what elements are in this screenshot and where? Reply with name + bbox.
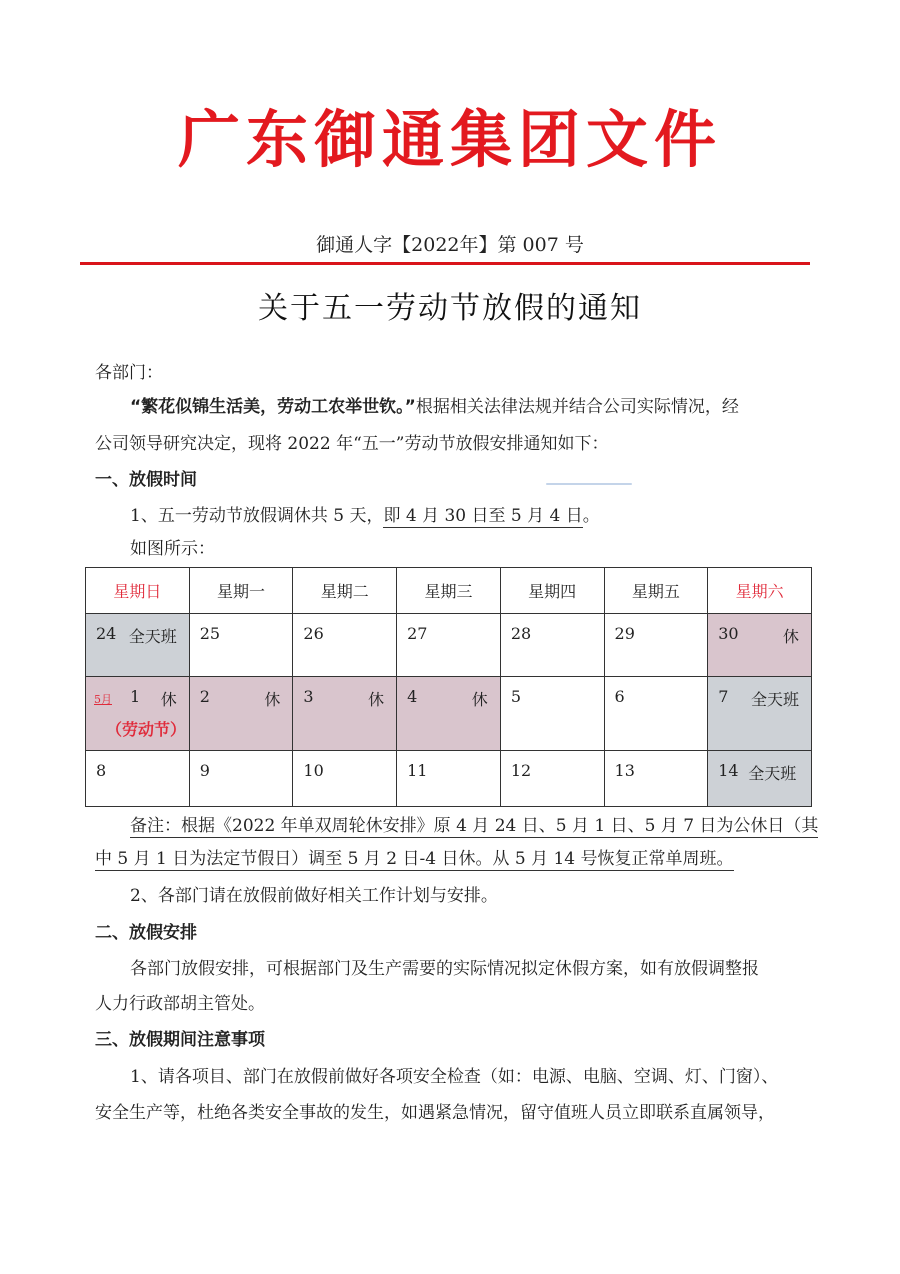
calendar-cell-labor-day: [86, 677, 190, 750]
calendar-cell: [189, 677, 293, 750]
section3-line-1: 1、请各项目、部门在放假前做好各项安全检查（如：电源、电脑、空调、灯、门窗）、: [130, 1067, 779, 1087]
day-status: 休: [264, 690, 281, 710]
day-status: 全天班: [750, 690, 799, 710]
calendar-cell: [500, 677, 604, 750]
calendar-cell: [708, 677, 812, 750]
intro-line-1: [130, 396, 739, 418]
item1: [130, 505, 600, 527]
day-number: 3: [303, 687, 314, 707]
salutation: 各部门：: [95, 363, 163, 383]
day-status: 休: [368, 690, 385, 710]
calendar-cell: [86, 614, 190, 677]
day-number: 30: [718, 624, 739, 644]
month-label: 5月: [94, 693, 112, 707]
calendar-cell: [604, 614, 708, 677]
calendar-cell: [604, 750, 708, 806]
day-number: 4: [407, 687, 418, 707]
remark-text-2: 中 5 月 1 日为法定节假日）调至 5 月 2 日-4 日休。从 5 月 14 号恢复正常单周班。: [95, 849, 734, 869]
festival-label: （劳动节）: [106, 720, 187, 740]
header-saturday: 星期六: [708, 568, 812, 614]
day-number: 10: [303, 760, 324, 780]
day-number: 26: [303, 624, 324, 644]
section2-heading: 二、放假安排: [95, 923, 197, 943]
calendar-week-3: [86, 750, 812, 806]
day-number: 5: [510, 687, 521, 707]
calendar-cell: [604, 677, 708, 750]
holiday-calendar: [85, 567, 812, 807]
intro-quote: “繁花似锦生活美，劳动工农举世钦。”: [130, 397, 416, 417]
red-divider: [80, 262, 810, 265]
calendar-cell: [293, 614, 397, 677]
item1-suffix: 。: [582, 506, 600, 526]
calendar-cell: [86, 750, 190, 806]
as-shown: 如图所示：: [130, 539, 215, 559]
calendar-cell: [293, 750, 397, 806]
header-wednesday: 星期三: [397, 568, 501, 614]
header-tuesday: 星期二: [293, 568, 397, 614]
day-number: 12: [510, 760, 532, 780]
calendar-cell: [293, 677, 397, 750]
remark-line-1: [130, 815, 818, 837]
day-number: 28: [510, 624, 532, 644]
day-number: 1: [130, 687, 141, 707]
calendar-cell: [397, 614, 501, 677]
day-number: 2: [199, 687, 210, 707]
day-number: 7: [718, 687, 729, 707]
section1-heading: 一、放假时间: [95, 470, 197, 490]
calendar-cell: [708, 614, 812, 677]
day-status: 休: [782, 627, 799, 647]
day-number: 9: [199, 760, 210, 780]
item1-dates: 即 4 月 30 日至 5 月 4 日: [383, 506, 583, 526]
section2-line-2: 人力行政部胡主管处。: [95, 994, 265, 1014]
notice-title: 关于五一劳动节放假的通知: [258, 291, 642, 326]
calendar-cell: [397, 750, 501, 806]
calendar-cell: [189, 750, 293, 806]
scan-mark: [546, 483, 632, 485]
header-friday: 星期五: [604, 568, 708, 614]
day-number: 11: [407, 760, 428, 780]
day-status: 休: [471, 690, 488, 710]
section3-heading: 三、放假期间注意事项: [95, 1030, 265, 1050]
header-monday: 星期一: [189, 568, 293, 614]
doc-number: 御通人字【2022年】第 007 号: [316, 234, 584, 256]
day-status: 休: [160, 690, 177, 710]
header-sunday: 星期日: [86, 568, 190, 614]
calendar-cell: [397, 677, 501, 750]
day-number: 6: [614, 687, 625, 707]
calendar-week-1: [86, 614, 812, 677]
day-number: 27: [407, 624, 428, 644]
calendar-cell: [500, 750, 604, 806]
section3-line-2: 安全生产等，杜绝各类安全事故的发生，如遇紧急情况，留守值班人员立即联系直属领导，: [95, 1103, 775, 1123]
intro-rest: 根据相关法律法规并结合公司实际情况，经: [415, 397, 739, 417]
calendar-cell: [708, 750, 812, 806]
calendar-week-2: [86, 677, 812, 750]
calendar-header-row: [86, 568, 812, 614]
item2: 2、各部门请在放假前做好相关工作计划与安排。: [130, 886, 498, 906]
day-status: 全天班: [748, 763, 797, 783]
item1-prefix: 1、五一劳动节放假调休共 5 天，: [130, 506, 384, 526]
day-number: 14: [718, 760, 739, 780]
section2-line-1: 各部门放假安排，可根据部门及生产需要的实际情况拟定休假方案，如有放假调整报: [130, 959, 759, 979]
header-thursday: 星期四: [500, 568, 604, 614]
org-title: 广东御通集团文件: [177, 103, 722, 176]
calendar-cell: [500, 614, 604, 677]
day-number: 8: [96, 760, 107, 780]
day-number: 13: [614, 760, 635, 780]
day-status: 全天班: [128, 627, 177, 647]
day-number: 24: [96, 624, 117, 644]
remark-line-2: [95, 848, 734, 870]
day-number: 25: [199, 624, 221, 644]
day-number: 29: [614, 624, 635, 644]
calendar-cell: [189, 614, 293, 677]
remark-text-1: 备注：根据《2022 年单双周轮休安排》原 4 月 24 日、5 月 1 日、5 月 7 日为公休日（其: [130, 816, 819, 836]
intro-line-2: 公司领导研究决定，现将 2022 年“五一”劳动节放假安排通知如下：: [95, 434, 609, 454]
